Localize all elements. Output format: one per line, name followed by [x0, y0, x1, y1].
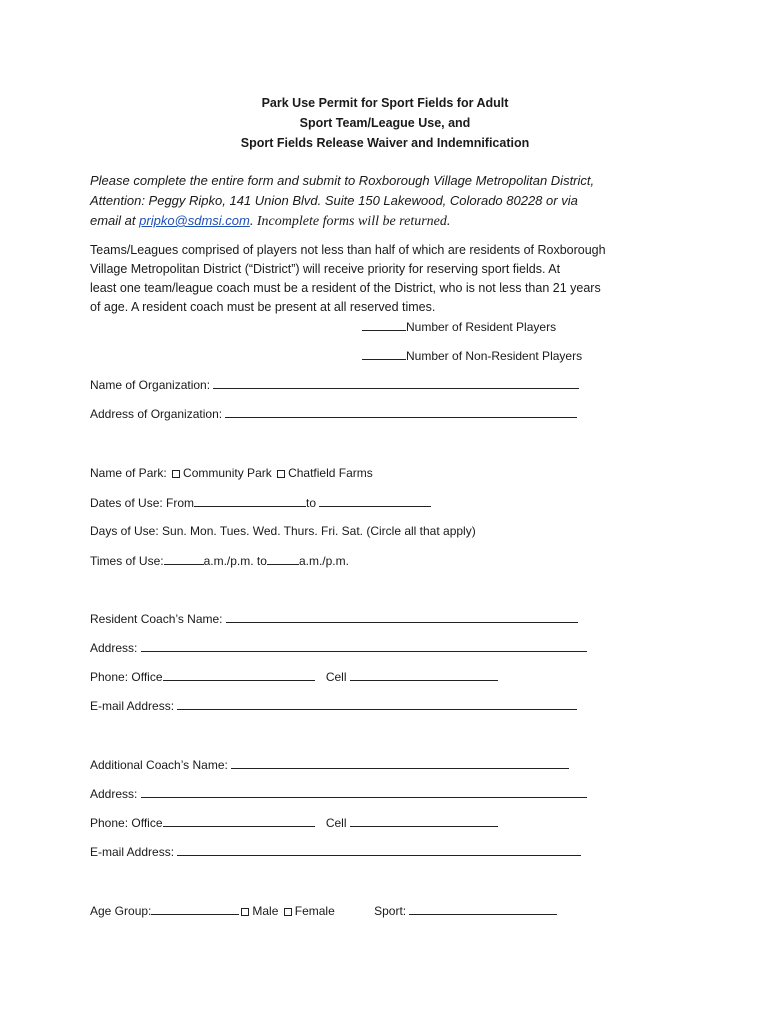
org-name-field[interactable]: [213, 376, 579, 389]
resident-players-label: Number of Resident Players: [406, 320, 557, 334]
resident-coach-office-field[interactable]: [163, 668, 315, 681]
additional-coach-email-row: [90, 843, 581, 860]
org-address-field[interactable]: [225, 405, 577, 418]
resident-coach-name-label: Resident Coach’s Name:: [90, 612, 223, 626]
female-checkbox[interactable]: [284, 908, 292, 916]
form-title-line-2: Sport Team/League Use, and: [299, 116, 471, 130]
age-group-label: Age Group:: [90, 904, 152, 918]
org-address-label: Address of Organization:: [90, 407, 223, 421]
contact-email-link[interactable]: pripko@sdmsi.com: [139, 213, 250, 228]
times-end-field[interactable]: [267, 552, 299, 565]
times-end-label: a.m./p.m.: [298, 554, 349, 568]
resident-coach-address-row: [90, 639, 587, 656]
priority-line-1: Teams/Leagues comprised of players not less than half of which are residents of Roxborough: [90, 243, 606, 257]
sport-field[interactable]: [409, 902, 557, 915]
nonresident-players-label: Number of Non-Resident Players: [406, 349, 583, 363]
chatfield-farms-checkbox[interactable]: [277, 470, 285, 478]
times-label: Times of Use:: [90, 554, 164, 568]
park-label: Name of Park:: [90, 466, 167, 480]
community-park-label: Community Park: [183, 466, 272, 480]
resident-coach-cell-label: Cell: [325, 670, 347, 684]
org-name-row: [90, 376, 579, 393]
age-group-field[interactable]: [151, 902, 239, 915]
additional-coach-cell-field[interactable]: [350, 814, 498, 827]
resident-coach-email-field[interactable]: [177, 697, 577, 710]
additional-coach-address-row: [90, 785, 587, 802]
times-row: [90, 552, 349, 569]
additional-coach-address-label: Address:: [90, 787, 138, 801]
park-row: [90, 465, 373, 481]
nonresident-players-row: [362, 347, 582, 364]
days-row: Days of Use: Sun. Mon. Tues. Wed. Thurs. Fri. Sat. (Circle all that apply): [90, 524, 476, 538]
additional-coach-address-field[interactable]: [141, 785, 587, 798]
additional-coach-name-row: [90, 756, 569, 773]
org-name-label: Name of Organization:: [90, 378, 211, 392]
male-checkbox[interactable]: [241, 908, 249, 916]
priority-line-3: least one team/league coach must be a resident of the District, who is not less than 21 years: [90, 281, 601, 295]
resident-players-blank[interactable]: [362, 318, 406, 331]
intro-line-1: Please complete the entire form and submit to Roxborough Village Metropolitan District,: [90, 173, 595, 188]
female-label: Female: [294, 904, 335, 918]
form-title-line-1: Park Use Permit for Sport Fields for Adult: [261, 96, 509, 110]
dates-to-label: to: [306, 496, 317, 510]
priority-line-2: Village Metropolitan District (“District”) will receive priority for reserving sport fields. At: [90, 262, 561, 276]
additional-coach-email-field[interactable]: [177, 843, 581, 856]
age-group-row: [90, 902, 557, 919]
resident-coach-name-field[interactable]: [226, 610, 578, 623]
additional-coach-office-label: Phone: Office: [90, 816, 163, 830]
times-start-field[interactable]: [164, 552, 204, 565]
dates-from-label: Dates of Use: From: [90, 496, 195, 510]
sport-label: Sport:: [374, 904, 407, 918]
resident-coach-cell-field[interactable]: [350, 668, 498, 681]
additional-coach-cell-label: Cell: [325, 816, 347, 830]
resident-coach-email-row: [90, 697, 577, 714]
nonresident-players-blank[interactable]: [362, 347, 406, 360]
additional-coach-name-field[interactable]: [231, 756, 569, 769]
dates-to-field[interactable]: [319, 494, 431, 507]
resident-coach-name-row: [90, 610, 578, 627]
chatfield-farms-label: Chatfield Farms: [288, 466, 373, 480]
intro-incomplete-note: . Incomplete forms will be returned.: [249, 214, 451, 229]
resident-coach-email-label: E-mail Address:: [90, 699, 175, 713]
form-title-line-3: Sport Fields Release Waiver and Indemnification: [240, 136, 530, 150]
resident-coach-address-field[interactable]: [141, 639, 587, 652]
priority-line-4: of age. A resident coach must be present at all reserved times.: [90, 300, 436, 314]
org-address-row: [90, 405, 577, 422]
resident-players-row: [362, 318, 556, 335]
dates-from-field[interactable]: [194, 494, 306, 507]
male-label: Male: [252, 904, 279, 918]
times-mid-label: a.m./p.m. to: [203, 554, 267, 568]
additional-coach-phone-row: [90, 814, 498, 831]
additional-coach-name-label: Additional Coach’s Name:: [90, 758, 228, 772]
intro-line-3: [90, 211, 630, 232]
resident-coach-phone-row: [90, 668, 498, 685]
dates-row: [90, 494, 431, 511]
community-park-checkbox[interactable]: [172, 470, 180, 478]
resident-coach-office-label: Phone: Office: [90, 670, 163, 684]
resident-coach-address-label: Address:: [90, 641, 138, 655]
additional-coach-email-label: E-mail Address:: [90, 845, 175, 859]
intro-email-prefix: email at: [90, 213, 140, 228]
additional-coach-office-field[interactable]: [163, 814, 315, 827]
intro-line-2: Attention: Peggy Ripko, 141 Union Blvd. Suite 150 Lakewood, Colorado 80228 or via: [90, 193, 578, 208]
